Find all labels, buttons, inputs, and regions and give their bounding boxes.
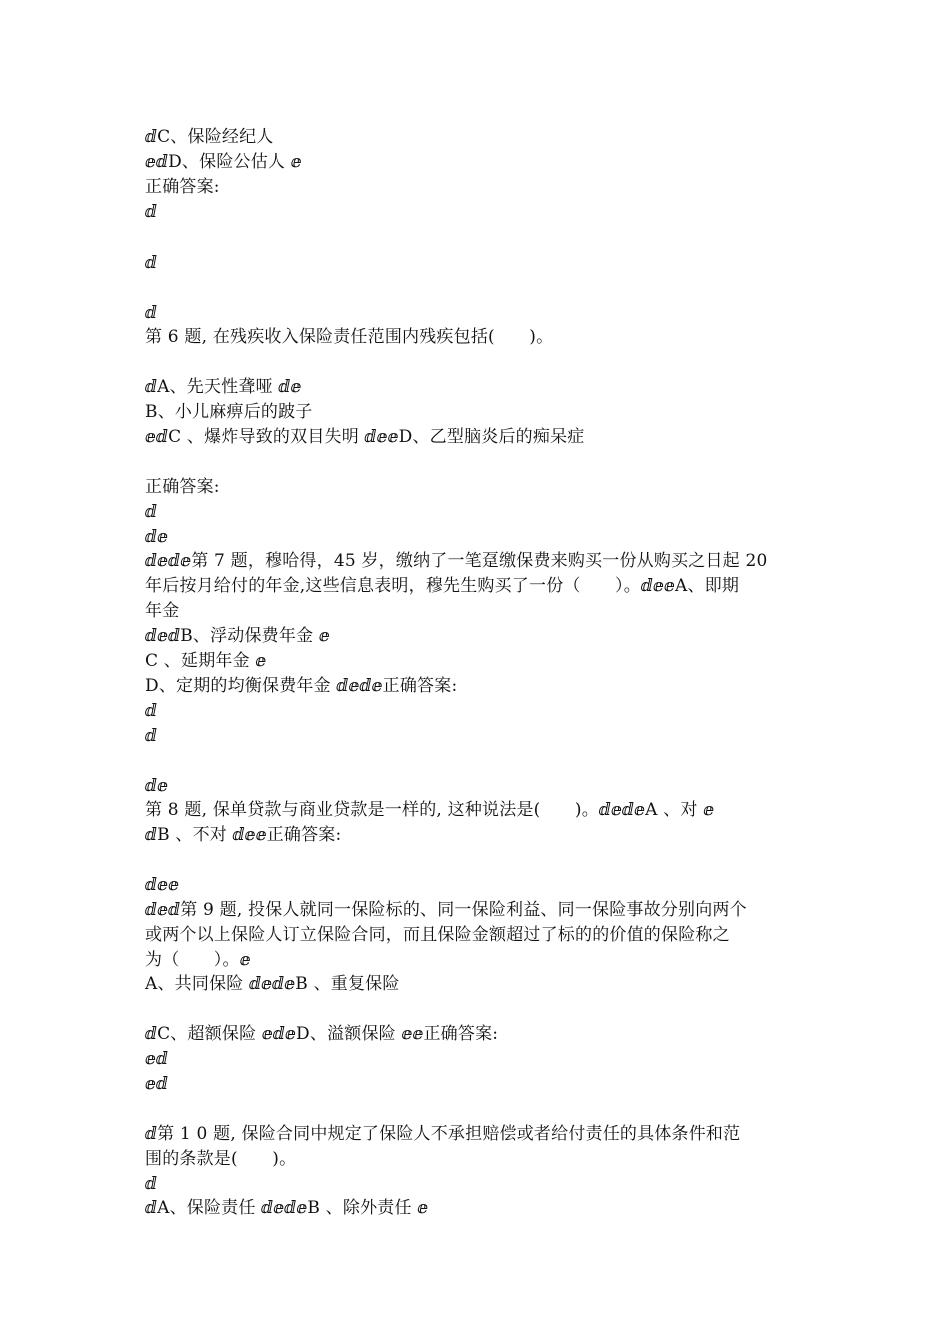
question-7: ⅆⅇⅆⅇ第 7 题，穆哈得，45 岁，缴纳了一笔趸缴保费来购买一份从购买之日起 20 [145,551,768,571]
answer-label: 正确答案: [145,477,220,497]
option-d-line: ⅇⅆD、保险公估人 ⅇ [145,152,302,172]
glyph-line: ⅆ [145,502,158,522]
answer-label: 正确答案: [145,177,220,197]
glyph-line: ⅆ [145,1174,158,1194]
glyph-line: ⅆ [145,303,158,323]
glyph-line: ⅇⅆ [145,1049,169,1069]
glyph-line: ⅆⅇⅇ [145,875,180,895]
option-b-line: B、小儿麻痹后的跛子 [145,402,313,422]
option-b-line: ⅆⅇⅆB、浮动保费年金 ⅇ [145,626,330,646]
option-a-line: ⅆA、先天性聋哑 ⅆⅇ [145,377,302,397]
glyph-line: ⅆ [145,701,158,721]
option-cd-line: ⅇⅆC 、爆炸导致的双目失明 ⅆⅇⅇD、乙型脑炎后的痴呆症 [145,427,585,447]
question-9-cont: 或两个以上保险人订立保险合同，而且保险金额超过了标的的价值的保险称之 [145,925,730,945]
question-9-cont: 为（ ）。ⅇ [145,950,251,970]
question-10-cont: 围的条款是( )。 [145,1149,297,1169]
question-7-cont: 年后按月给付的年金,这些信息表明，穆先生购买了一份（ ）。ⅆⅇⅇA、即期 [145,576,740,596]
option-c-line: ⅆC、保险经纪人 [145,127,274,147]
question-8: 第 8 题, 保单贷款与商业贷款是一样的, 这种说法是( )。ⅆⅇⅆⅇA 、对 ⅇ [145,800,715,820]
option-b-line: ⅆB 、不对 ⅆⅇⅇ正确答案: [145,825,342,845]
option-c-line: C 、延期年金 ⅇ [145,651,267,671]
glyph-line: ⅆⅇ [145,527,169,547]
option-ab-line: A、共同保险 ⅆⅇⅆⅇB 、重复保险 [145,974,400,994]
glyph-line: ⅆ [145,726,158,746]
glyph-line: ⅆⅇ [145,776,169,796]
glyph-line: ⅆ [145,202,158,222]
question-10: ⅆ第 1 0 题, 保险合同中规定了保险人不承担赔偿或者给付责任的具体条件和范 [145,1124,741,1144]
option-d-line: D、定期的均衡保费年金 ⅆⅇⅆⅇ正确答案: [145,676,458,696]
option-cd-line: ⅆC、超额保险 ⅇⅆⅇD、溢额保险 ⅇⅇ正确答案: [145,1024,499,1044]
question-6: 第 6 题, 在残疾收入保险责任范围内残疾包括( )。 [145,327,554,347]
option-ab-line: ⅆA、保险责任 ⅆⅇⅆⅇB 、除外责任 ⅇ [145,1198,429,1218]
glyph-line: ⅆ [145,253,158,273]
question-7-cont: 年金 [145,601,180,621]
glyph-line: ⅇⅆ [145,1074,169,1094]
question-9: ⅆⅇⅆ第 9 题, 投保人就同一保险标的、同一保险利益、同一保险事故分别向两个 [145,900,747,920]
